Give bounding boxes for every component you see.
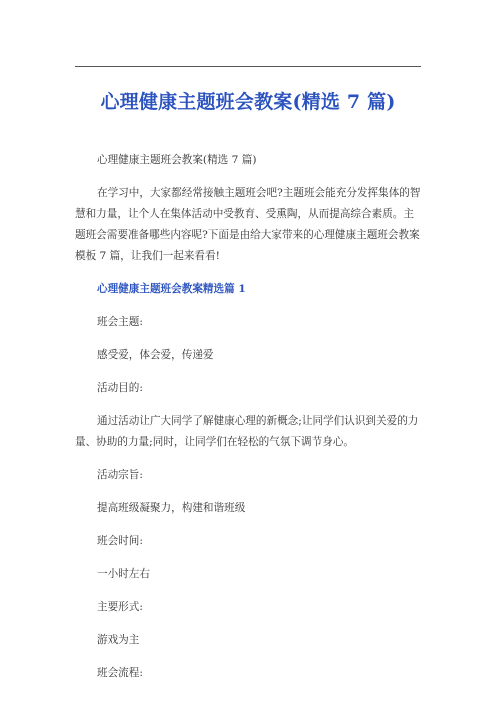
value-aim: 提高班级凝聚力，构建和谐班级 bbox=[97, 502, 246, 514]
intro-paragraph: 在学习中，大家都经常接触主题班会吧?主题班会能充分发挥集体的智慧和力量，让个人在集体活动中受教育、受熏陶，从而提高综合素质。主题班会需要准备哪些内容呢?下面是由给大家带来的心理健康主题班会教案模板 7 篇，让我们一起来看看! bbox=[75, 187, 421, 262]
section-heading: 心理健康主题班会教案精选篇 1 bbox=[97, 283, 246, 295]
value-purpose: 通过活动让广大同学了解健康心理的新概念;让同学们认识到关爱的力量、协助的力量;同时，让同学们在轻松的气氛下调节身心。 bbox=[75, 415, 419, 448]
value-format: 游戏为主 bbox=[97, 634, 140, 646]
label-purpose: 活动目的: bbox=[97, 382, 143, 394]
label-aim: 活动宗旨: bbox=[97, 469, 143, 481]
value-theme: 感受爱，体会爱，传递爱 bbox=[97, 349, 214, 361]
label-format: 主要形式: bbox=[97, 601, 143, 613]
label-process: 班会流程: bbox=[97, 667, 143, 679]
label-theme: 班会主题: bbox=[97, 316, 143, 328]
document-title: 心理健康主题班会教案(精选 7 篇) bbox=[100, 91, 396, 113]
header-rule bbox=[75, 66, 421, 67]
label-time: 班会时间: bbox=[97, 535, 143, 547]
document-subtitle: 心理健康主题班会教案(精选 7 篇) bbox=[97, 154, 257, 166]
document-body bbox=[75, 150, 421, 696]
value-time: 一小时左右 bbox=[97, 568, 150, 580]
